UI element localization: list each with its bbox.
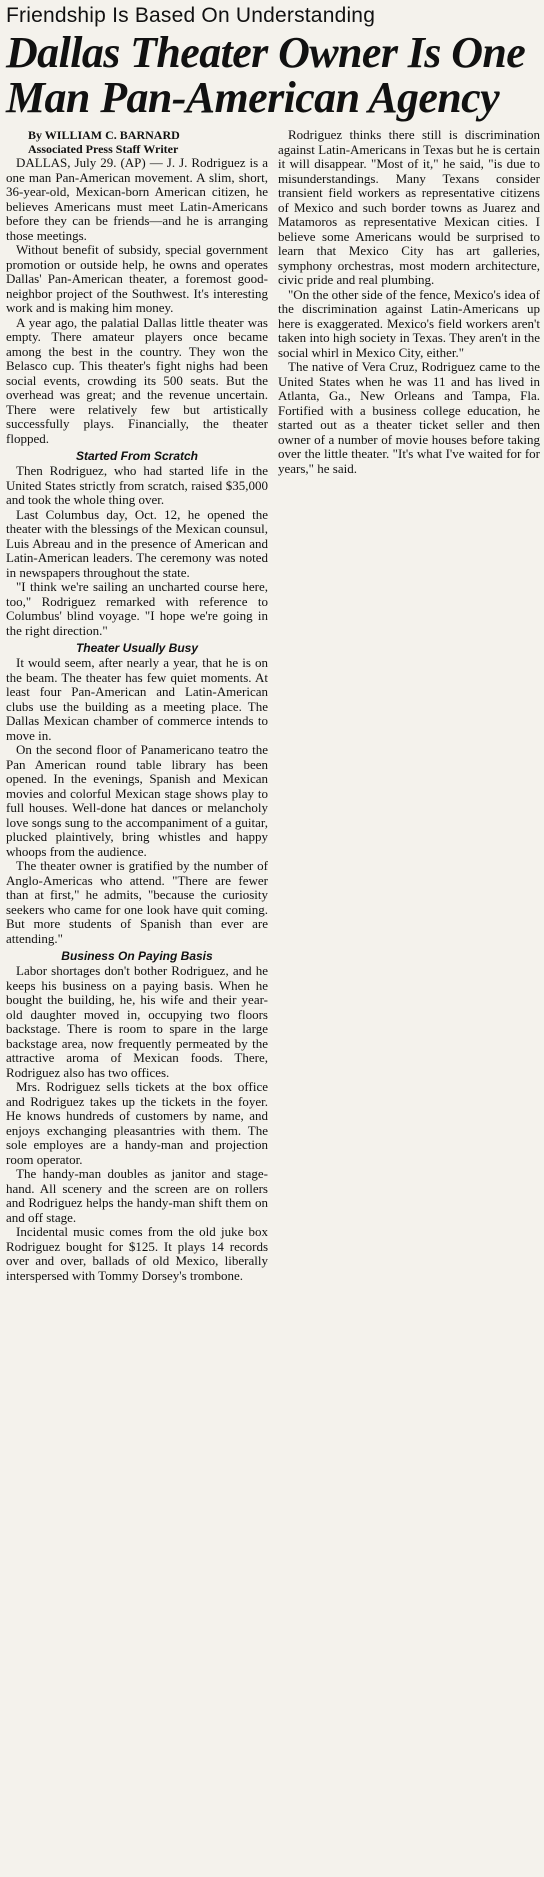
right-column — [278, 128, 540, 1283]
left-column — [6, 128, 268, 1283]
paragraph: A year ago, the palatial Dallas little theater was empty. There amateur players once became among the best in the country. They won the Belasco cup. This theater's fight nighs had been social events, crowding its 500 seats. But the overhead was great; and the revenue uncertain. There were relatively few but artistically successfully plays. Financially, the theater flopped. — [6, 314, 268, 446]
paragraph: "I think we're sailing an uncharted course here, too," Rodriguez remarked with reference to Columbus' blind voyage. "I hope we're going in the right direction." — [6, 579, 268, 638]
byline-org: Associated Press Staff Writer — [28, 142, 179, 156]
article-columns — [6, 128, 540, 1283]
paragraph: Mrs. Rodriguez sells tickets at the box office and Rodriguez takes up the tickets in the foyer. He knows hundreds of customers by name, and enjoys exchanging pleasantries with them. The sole employes are a handy-man and projection room operator. — [6, 1079, 268, 1167]
paragraph: Then Rodriguez, who had started life in the United States strictly from scratch, raised $35,000 and took the whole thing over. — [6, 463, 268, 507]
subhead: Started From Scratch — [75, 449, 199, 463]
paragraph: The handy-man doubles as janitor and stage-hand. All scenery and the screen are on rollers and Rodriguez helps the handy-man shift them on and off stage. — [6, 1166, 268, 1225]
paragraph: The native of Vera Cruz, Rodriguez came to the United States when he was 11 and has lived in Atlanta, Ga., New Orleans and Tampa, Fla. Fortified with a business college education, he started out as a theater ticket seller and then owner of a number of movie houses before taking over the little theater. "It's what I've waited for for years," he said. — [278, 359, 540, 476]
paragraph: Labor shortages don't bother Rodriguez, and he keeps his business on a paying basis. When he bought the building, he, his wife and their year-old daughter moved in, occupying two floors backstage. There is room to spare in the large backstage area, now frequently permeated by the attractive aroma of Mexican foods. There, Rodriguez also has two offices. — [6, 963, 268, 1080]
paragraph: "On the other side of the fence, Mexico's idea of the discrimination against Latin-Americans up here is exaggerated. Mexico's field workers aren't taken into high society in Texas. They aren't in the social whirl in Mexico City, either." — [278, 286, 540, 360]
paragraph: It would seem, after nearly a year, that he is on the beam. The theater has few quiet moments. At least four Pan-American and Latin-American clubs use the building as a meeting place. The Dallas Mexican chamber of commerce intends to move in. — [6, 655, 268, 743]
paragraph: DALLAS, July 29. (AP) — J. J. Rodriguez is a one man Pan-American movement. A slim, short, 36-year-old, Mexican-born American citizen, he believes Americans must meet Latin-Americans before they can be friends—and he is arranging those meetings. — [6, 155, 268, 243]
paragraph: Rodriguez thinks there still is discrimination against Latin-Americans in Texas but he is certain it will disappear. "Most of it," he said, "is due to misunderstandings. Many Texans consider transient field workers as representative citizens of Mexico and such border towns as Juarez and Matamoros as representative Mexican cities. I believe some Americans would be surprised to learn that Mexico City has art galleries, symphony orchestras, most modern architecture, civic pride and real plumbing. — [278, 127, 540, 287]
paragraph: Incidental music comes from the old juke box Rodriguez bought for $125. It plays 14 records over and over, ballads of old Mexico, liberally interspersed with Tommy Dorsey's trombone. — [6, 1224, 268, 1283]
headline-line-1: Dallas Theater Owner Is One — [6, 28, 526, 77]
headline-line-2: Man Pan-American Agency — [6, 73, 500, 122]
subhead: Business On Paying Basis — [61, 949, 213, 963]
paragraph: The theater owner is gratified by the number of Anglo-Americas who attend. "There are fewer than at first," he admits, "because the curiosity seekers who came for one look have quit coming. But more students of Spanish than ever are attending." — [6, 858, 268, 946]
paragraph: Last Columbus day, Oct. 12, he opened the theater with the blessings of the Mexican counsul, Luis Abreau and in the presence of American and Latin-American leaders. The ceremony was noted in newspapers throughout the state. — [6, 506, 268, 580]
paragraph: Without benefit of subsidy, special government promotion or outside help, he owns and operates Dallas' Pan-American theater, a foremost good-neighbor project of the Southwest. It's interesting work and is making him money. — [6, 242, 268, 315]
subhead: Theater Usually Busy — [75, 641, 199, 655]
kicker: Friendship Is Based On Understanding — [6, 4, 376, 27]
byline: By WILLIAM C. BARNARD — [28, 128, 180, 142]
paragraph: On the second floor of Panamericano teatro the Pan American round table library has been opened. In the evenings, Spanish and Mexican movies and colorful Mexican stage shows play to full houses. Well-done hat dances or melancholy love songs sung to the accompaniment of a guitar, plucked plaintively, bring whistles and happy whoops from the audience. — [6, 742, 268, 859]
